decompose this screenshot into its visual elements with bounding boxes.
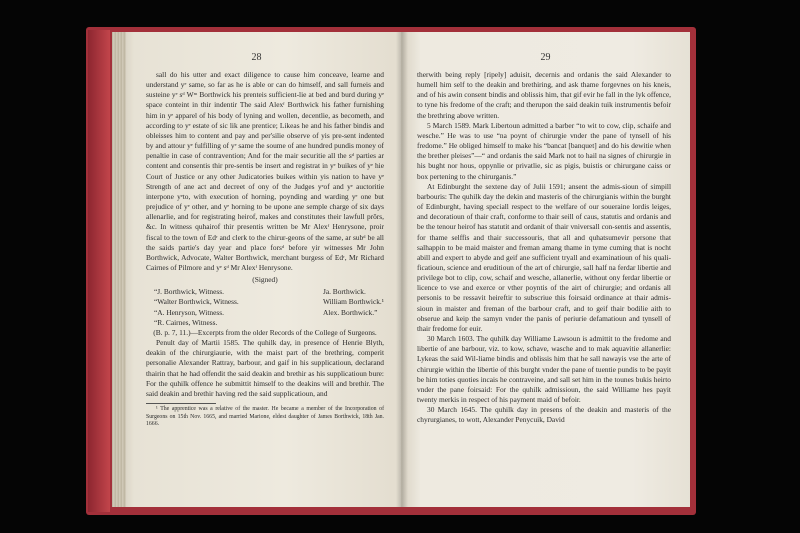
left-page	[112, 32, 401, 507]
paragraph: At Edinburght the sextene day of Julii 1591; ansent the admis-sioun of simpill barbouris: The quhilk day the dekin and masteris of the chirurgianis within the burght of Edinburght, having speciall respect to the welfare of our soueraine lordis leiges, and decoratioun of thair craft, conforme to thair seill of caus, statutis and ordanis and be the tenour heirof has statutit and ordanit of thair vniversall con-sentis and assentis, for thame selffis and thair successouris, that all and quhatsumevir persone that salhappin to be maid maister and freman amang thame in tyme cuming that is nocht abill and expert to abyde and geif ane sufficient tryall and examinatioun of his quali-ficatioun, science and eruditioun of the art of chirurgie, sall half na ferdar libertie and privilege bot to clip, cow, schaif and wesche, allanerlie, without ony ferdar libertie or licence to vse and exerce or vther poyntis of the airt of chirurgie; and ordanis all personis to be ressavit heireftir to subscriue this foirsaid ordinance at thair admis-sioun in maister and freman of the barbour craft, and to geif thair bodilie aith to obserue and keip the samyn vnder the panis of periurie defamatioun and tynsell of thair fredome for euir.	[417, 181, 671, 333]
party-signature: Alex. Borthwick.”	[322, 307, 378, 317]
footnote: ¹ The apprentice was a relative of the master. He became a member of the Incorporation of Surgeons on 15th Nov. 1665, and married Marione, eldest daughter of James Borthwick, 18th Jan. 1666.	[146, 406, 384, 428]
paragraph: Penult day of Martii 1585. The quhilk day, in presence of Henrie Blyth, deakin of the chirurgiaurie, with the maist part of the brethring, comperit personalie Alexander Rattray, barbour, and gaif in his supplicatioun, declarand thairin that he had offendit the said deakin and brethir as his supplicatioun bure: For the quhilk offence he submittit himself to the deakins will and brethir. The said deakin and brethir having red the said supplicatioun, and	[146, 338, 384, 398]
right-page-text	[417, 70, 671, 425]
paragraph: therwith being reply [ripely] aduisit, decernis and ordanis the said Alexander to humell him self to the deakin and brethiring, and ask thame forgevnes on his kneis, and of his awin consent bindis and oblissis him, that gif evir he fall in the lyk offence, to tyne his fredome of the craft; and therupon the said deakin tuik instrumentis befoir the brethring above written.	[417, 70, 671, 120]
party-signature: William Borthwick.¹	[322, 297, 384, 307]
signed-label: (Signed)	[252, 275, 278, 285]
page-number-right: 29	[540, 52, 551, 63]
paragraph: 30 March 1645. The quhilk day in presens of the deakin and masteris of the chyrurgianes, to wott, Alexander Penycuik, David	[417, 405, 671, 425]
witness-signature: “A. Henryson, Witness.	[154, 307, 224, 317]
witness-signature: “J. Borthwick, Witness.	[154, 287, 224, 297]
book-spine-edge	[88, 30, 110, 512]
signature-block	[146, 287, 384, 328]
party-signature: Ja. Borthwick.	[322, 287, 366, 297]
left-page-text	[146, 70, 384, 429]
section-heading: (B. p. 7, 11.)—Excerpts from the older Records of the College of Surgeons.	[153, 327, 377, 337]
page-stack-edge	[112, 32, 126, 507]
paragraph: 5 March 1589. Mark Libertoun admitted a barber “to wit to cow, clip, schaife and wesche.” He was to use “na poynt of chirurgie vnder the pane of tynsell of his fredome.” He obliged himself to make his “bancat [banquet] and do his dewitie when the brether pleises”—“ and ordanis the said Mark not to hail na signes of chirurgie in his bught nor hous, oppynlie or privatlie, sic as pigis, buistis or chirurgane caiss or box pertening to the chirurganis.”	[417, 120, 671, 181]
witness-signature: “Walter Borthwick, Witness.	[154, 297, 239, 307]
paragraph: 30 March 1603. The quhilk day Williame Lawsoun is admittit to the fredome and libertie of ane barbour, viz. to kow, schave, wasche and to mak aquavitie allanerlie: Lykeas the said Wil-liame bindis and oblissis him that he sall nawayis vse the arte of chirurgie within the libertie of this burght vnder the pane of tuentie pundis to be payit be him toties quoties incais he contraveine, and sall set him in the tounes bukis heirto vnder the pane foirsaid: For the quhilk admissioun, the said Williame hes payit twenty merkis in respect of his payment maid of befoir.	[417, 334, 671, 404]
witness-signature: “R. Cairnes, Witness.	[154, 317, 218, 327]
page-number-left: 28	[251, 52, 262, 63]
footnote-rule	[146, 403, 216, 404]
book-gutter	[396, 32, 408, 507]
paragraph: sall do his utter and exact diligence to cause him conceave, learne and understand yᵉ same, so far as he is able or can do himself, and sall furneis and susteine yᵉ sᵈ Wᵐ Borthwick his prenteis sufficient-lie at bed and burd during yᵉ space conteint in thir indentir The said Alexᶠ Borthwick his father furnishing him in yᵉ apparel of his body of lyning and wollen, decentlie, as becometh, and according to yᵉ estate of sic lik ane prentice; Likeas he and his father bindis and obleisses him to content and pay and per'silie observe of yis pre-sent indented by and attour yᵉ fulfilling of yᵉ same the soume of ane hundred pundis money of penaltie in case of contravention; And for the mair securitie all the sᵈ parties ar content and consentis thir pre-sentis be insert and registrat in yᵉ buikes of yᵉ hie Court of Justice or any other Judicatories buikes within yis nation to have yᵉ Strength of ane act and decreet of ony of the Judges yᵉof and yᵉ auctoritie interpone yᵉto, with execution of horning, poynding and warding yᵉ one but prejudice of yᵉ other, and yᵉ horning to be upone ane semple charge of six days allenarlie, and for registrating heirof, makes and constitutes their lawfull prōrs, &c. In witness quhairof thir presentis written be Mr Alexᶠ Henrysone, proir fiscal to the town of Edʳ and clerk to the chirur-geons of the same, ar subᵈ be all the saids partie's day year and place forsᵈ before yir witnesses Mr John Borthwick, Advocate, Walter Borthwick, merchant burgess of Edʳ, Mr Richard Cairnes of Pilmore and yᵉ sᵈ Mr Alexᶠ Henrysone.	[146, 70, 384, 272]
right-page	[401, 32, 690, 507]
